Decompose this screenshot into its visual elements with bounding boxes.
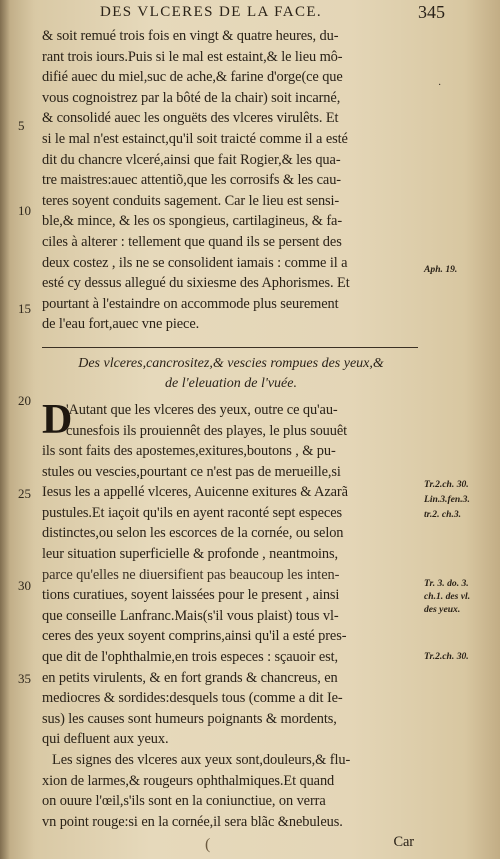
text-line: ciles à alterer : tellement que quand ils se persent des bbox=[42, 233, 342, 250]
line-number: 25 bbox=[18, 486, 31, 501]
running-head: DES VLCERES DE LA FACE. bbox=[100, 4, 323, 20]
opening-lines bbox=[42, 396, 420, 443]
text-line: 'Autant que les vlceres des yeux, outre ce qu'au- bbox=[66, 401, 338, 418]
text-column bbox=[42, 26, 420, 853]
drop-cap: D bbox=[42, 396, 73, 443]
margin-note: Tr.2.ch. 30. bbox=[424, 651, 469, 662]
line-number: 5 bbox=[18, 118, 25, 133]
section-spacer bbox=[42, 335, 420, 347]
section-title: de l'eleuation de l'vuée. bbox=[165, 375, 297, 391]
text-line: rant trois iours.Puis si le mal est estaint,& le lieu mô- bbox=[42, 48, 343, 65]
text-line: dit du chancre vlceré,ainsi que fait Rogier,& les qua- bbox=[42, 151, 341, 168]
text-line: esté cy dessus allegué du sixiesme des Aphorismes. Et bbox=[42, 275, 350, 292]
margin-mark: · bbox=[438, 80, 442, 91]
page-footer-mark: ( bbox=[205, 836, 211, 853]
margin-note: ch.1. des vl. bbox=[424, 591, 471, 602]
text-line: cunesfois ils prouiennêt des playes, le plus souuêt bbox=[66, 422, 348, 439]
text-line: pourtant à l'estaindre on accommode plus seurement bbox=[42, 295, 339, 312]
text-line: tre maistres:auec attentiõ,que les corrosifs & les cau- bbox=[42, 172, 341, 189]
opening-text bbox=[66, 400, 420, 441]
text-line: si le mal n'est estainct,qu'il soit traicté comme il a esté bbox=[42, 130, 348, 147]
text-line: ils sont faits des apostemes,exitures,boutons , & pu- bbox=[42, 443, 336, 460]
text-line: mediocres & sordides:desquels tous (comme a dit Ie- bbox=[42, 690, 343, 707]
text-line: Les signes des vlceres aux yeux sont,douleurs,& flu- bbox=[52, 752, 351, 768]
text-line: vous cognoistrez par la bôté de la chair) soit incarné, bbox=[42, 89, 341, 106]
text-line: xion de larmes,& rougeurs ophthalmiques.Et quand bbox=[42, 772, 335, 789]
section-title: Des vlceres,cancrositez,& vescies rompues des yeux,& bbox=[78, 355, 384, 371]
section-paragraph bbox=[42, 441, 420, 853]
text-line: sus) les causes sont humeurs poignants & mordents, bbox=[42, 710, 337, 727]
catchword: Car bbox=[393, 834, 414, 851]
text-line: parce qu'elles ne diuersifient pas beaucoup les inten- bbox=[42, 566, 340, 583]
text-line: en petits virulents, & en fort grands & chancreus, en bbox=[42, 669, 338, 686]
text-line: & soit remué trois fois en vingt & quatre heures, du- bbox=[42, 28, 339, 44]
text-line: ceres des yeux soyent comprins,ainsi qu'il a esté pres- bbox=[42, 628, 347, 645]
text-line: qui defluent aux yeux. bbox=[42, 731, 169, 748]
margin-note: Tr. 3. do. 3. bbox=[424, 578, 469, 589]
text-line: de l'eau fort,auec vne piece. bbox=[42, 316, 200, 333]
page-number: 345 bbox=[418, 2, 445, 22]
text-line: ble,& mince, & les os spongieus, cartilagineus, & fa- bbox=[42, 213, 343, 230]
margin-note: Lin.3.fen.3. bbox=[424, 494, 470, 505]
page-header bbox=[40, 2, 490, 24]
line-number: 10 bbox=[18, 203, 31, 218]
text-line: Iesus les a appellé vlceres, Auicenne exitures & Azarã bbox=[42, 484, 348, 501]
text-line: teres soyent conduits sagement. Car le lieu est sensi- bbox=[42, 192, 340, 209]
text-line: pustules.Et iaçoit qu'ils en ayent raconté sept especes bbox=[42, 504, 342, 521]
text-line: que dit de l'ophthalmie,en trois especes : sçauoir est, bbox=[42, 649, 339, 666]
text-line: tions curatiues, soyent laissées pour le present , ainsi bbox=[42, 587, 340, 604]
text-line: vn point rouge:si en la cornée,il sera blãc &nebuleus. bbox=[42, 813, 343, 830]
margin-note: Tr.2.ch. 30. bbox=[424, 479, 469, 490]
text-line: leur situation superficielle & profonde , neantmoins, bbox=[42, 546, 339, 563]
section-paragraph bbox=[42, 26, 420, 335]
section-rule bbox=[42, 347, 418, 348]
line-number: 15 bbox=[18, 301, 31, 316]
text-line: distinctes,ou selon les escorces de la cornée, ou selon bbox=[42, 525, 344, 542]
binding-shadow bbox=[0, 0, 10, 859]
text-line: on ouure l'œil,s'ils sont en la coniunctiue, on verra bbox=[42, 793, 326, 810]
line-number: 35 bbox=[18, 671, 31, 686]
margin-note: tr.2. ch.3. bbox=[424, 509, 462, 520]
text-line: stules ou vescies,pourtant ce n'est pas de merueille,si bbox=[42, 463, 341, 480]
text-line: & consolidé auec les onguëts des vlceres virulêts. Et bbox=[42, 110, 339, 127]
margin-note: des yeux. bbox=[424, 604, 461, 615]
text-line: deux costez , ils ne se consolident iamais : comme il a bbox=[42, 254, 348, 271]
text-line: difié auec du miel,suc de ache,& farine d'orge(ce que bbox=[42, 69, 343, 86]
line-number: 20 bbox=[18, 393, 31, 408]
margin-note: Aph. 19. bbox=[424, 264, 458, 275]
line-number: 30 bbox=[18, 578, 31, 593]
text-line: que conseille Lanfranc.Mais(s'il vous plaist) tous vl- bbox=[42, 607, 339, 624]
